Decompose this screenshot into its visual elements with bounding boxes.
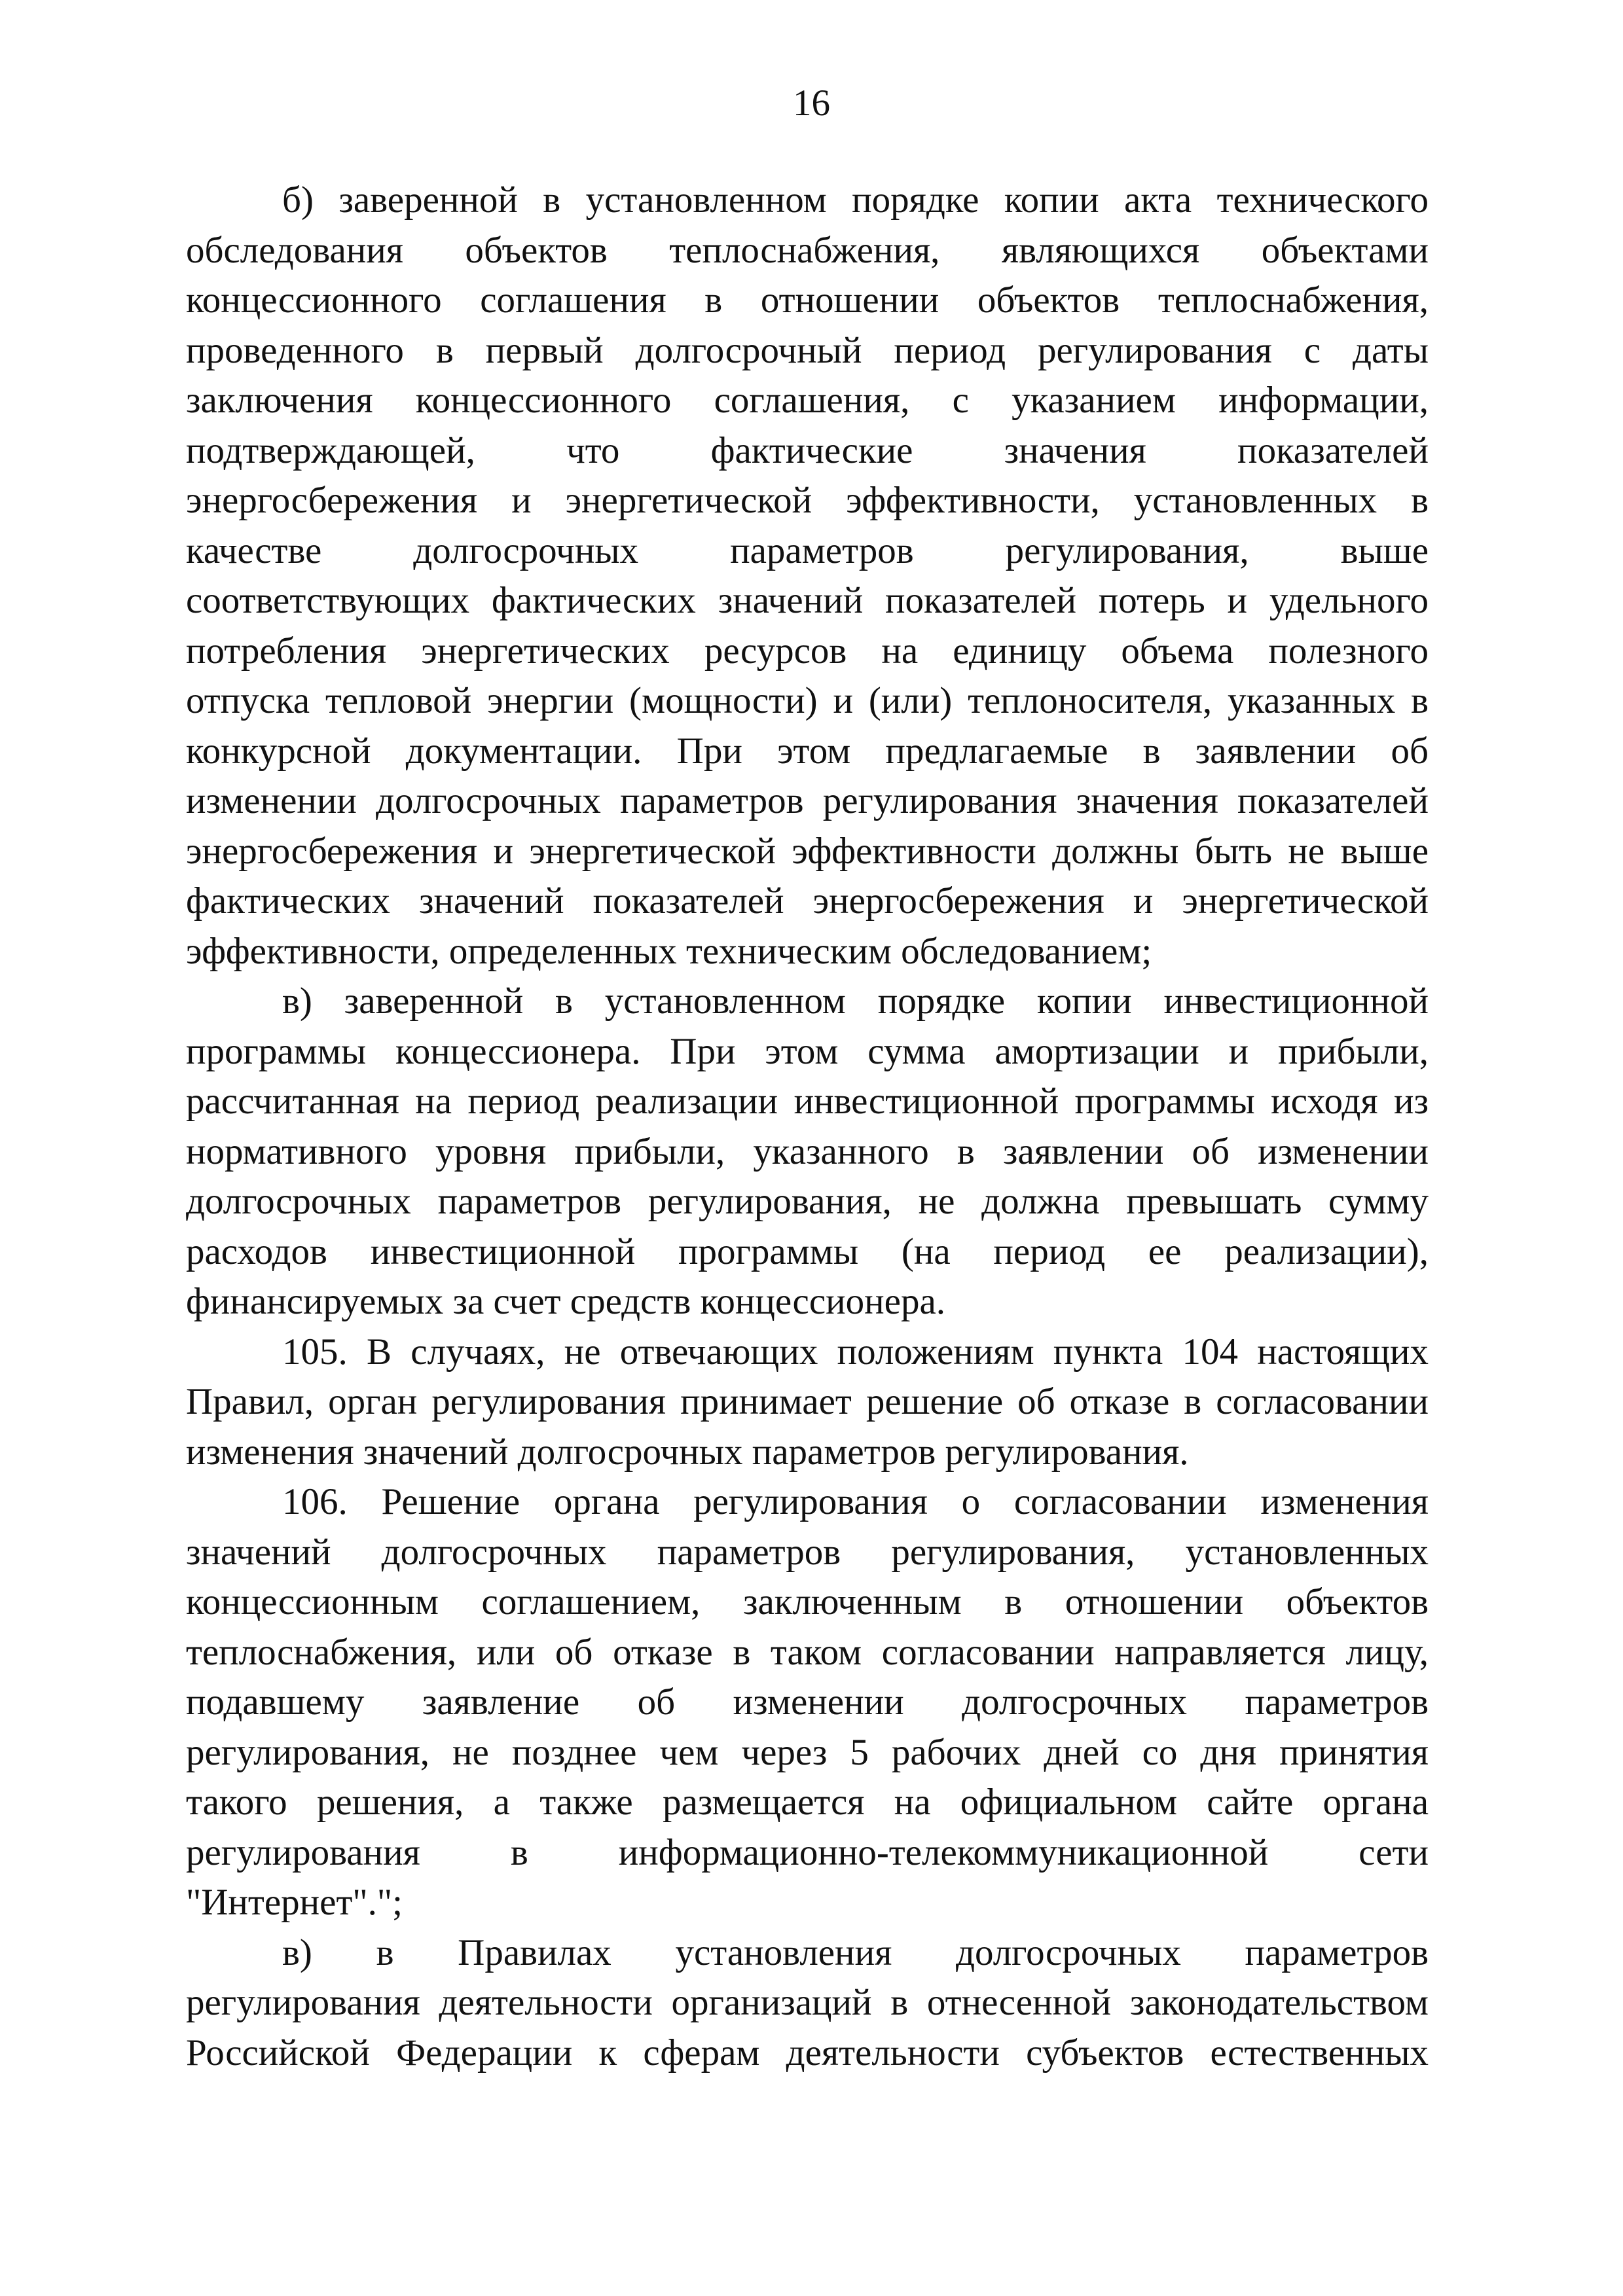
- text-line: регулирования деятельности организаций в отнесенной законодательством: [186, 1982, 1429, 2023]
- text-line: теплоснабжения, или об отказе в таком согласовании направляется лицу,: [186, 1631, 1429, 1673]
- text-line: финансируемых за счет средств концессионера.: [186, 1281, 946, 1322]
- page-number: 16: [793, 82, 830, 124]
- text-line: изменении долгосрочных параметров регулирования значения показателей: [186, 780, 1429, 821]
- text-line: "Интернет".";: [186, 1882, 403, 1923]
- text-line: долгосрочных параметров регулирования, не должна превышать сумму: [186, 1181, 1429, 1222]
- text-line: такого решения, а также размещается на официальном сайте органа: [186, 1782, 1429, 1823]
- text-line: качестве долгосрочных параметров регулирования, выше: [186, 529, 1429, 571]
- text-line: фактических значений показателей энергосбережения и энергетической: [186, 880, 1429, 922]
- text-line: подавшему заявление об изменении долгосрочных параметров: [186, 1681, 1429, 1723]
- text-line: расходов инвестиционной программы (на период ее реализации),: [186, 1230, 1429, 1272]
- text-line: подтверждающей, что фактические значения показателей: [186, 429, 1429, 471]
- text-line: энергосбережения и энергетической эффективности, установленных в: [186, 480, 1429, 521]
- paragraph-first-line: б) заверенной в установленном порядке копии акта технического: [282, 179, 1429, 221]
- paragraph-first-line: в) в Правилах установления долгосрочных параметров: [282, 1931, 1429, 1973]
- paragraph-first-line: 106. Решение органа регулирования о согласовании изменения: [282, 1481, 1429, 1522]
- text-line: проведенного в первый долгосрочный период регулирования с даты: [186, 329, 1429, 371]
- text-line: эффективности, определенных техническим обследованием;: [186, 930, 1152, 972]
- text-line: отпуска тепловой энергии (мощности) и (или) теплоносителя, указанных в: [186, 680, 1429, 721]
- text-line: Российской Федерации к сферам деятельности субъектов естественных: [186, 2032, 1429, 2073]
- text-line: потребления энергетических ресурсов на единицу объема полезного: [186, 630, 1429, 672]
- text-line: обследования объектов теплоснабжения, являющихся объектами: [186, 229, 1429, 271]
- text-line: заключения концессионного соглашения, с указанием информации,: [186, 380, 1429, 421]
- text-line: значений долгосрочных параметров регулирования, установленных: [186, 1531, 1429, 1573]
- text-line: изменения значений долгосрочных параметров регулирования.: [186, 1431, 1189, 1473]
- text-line: концессионным соглашением, заключенным в отношении объектов: [186, 1581, 1429, 1623]
- text-line: Правил, орган регулирования принимает решение об отказе в согласовании: [186, 1381, 1429, 1422]
- text-line: энергосбережения и энергетической эффективности должны быть не выше: [186, 830, 1429, 872]
- text-line: соответствующих фактических значений показателей потерь и удельного: [186, 580, 1429, 621]
- text-line: регулирования, не позднее чем через 5 рабочих дней со дня принятия: [186, 1731, 1429, 1773]
- text-line: программы концессионера. При этом сумма амортизации и прибыли,: [186, 1030, 1429, 1072]
- text-line: рассчитанная на период реализации инвестиционной программы исходя из: [186, 1081, 1429, 1122]
- text-line: нормативного уровня прибыли, указанного в заявлении об изменении: [186, 1130, 1429, 1172]
- paragraph-first-line: 105. В случаях, не отвечающих положениям пункта 104 настоящих: [282, 1331, 1429, 1372]
- document-body: [186, 175, 1429, 2078]
- text-line: регулирования в информационно-телекоммуникационной сети: [186, 1831, 1429, 1873]
- text-line: конкурсной документации. При этом предлагаемые в заявлении об: [186, 730, 1429, 772]
- paragraph-first-line: в) заверенной в установленном порядке копии инвестиционной: [282, 980, 1429, 1022]
- text-line: концессионного соглашения в отношении объектов теплоснабжения,: [186, 279, 1429, 321]
